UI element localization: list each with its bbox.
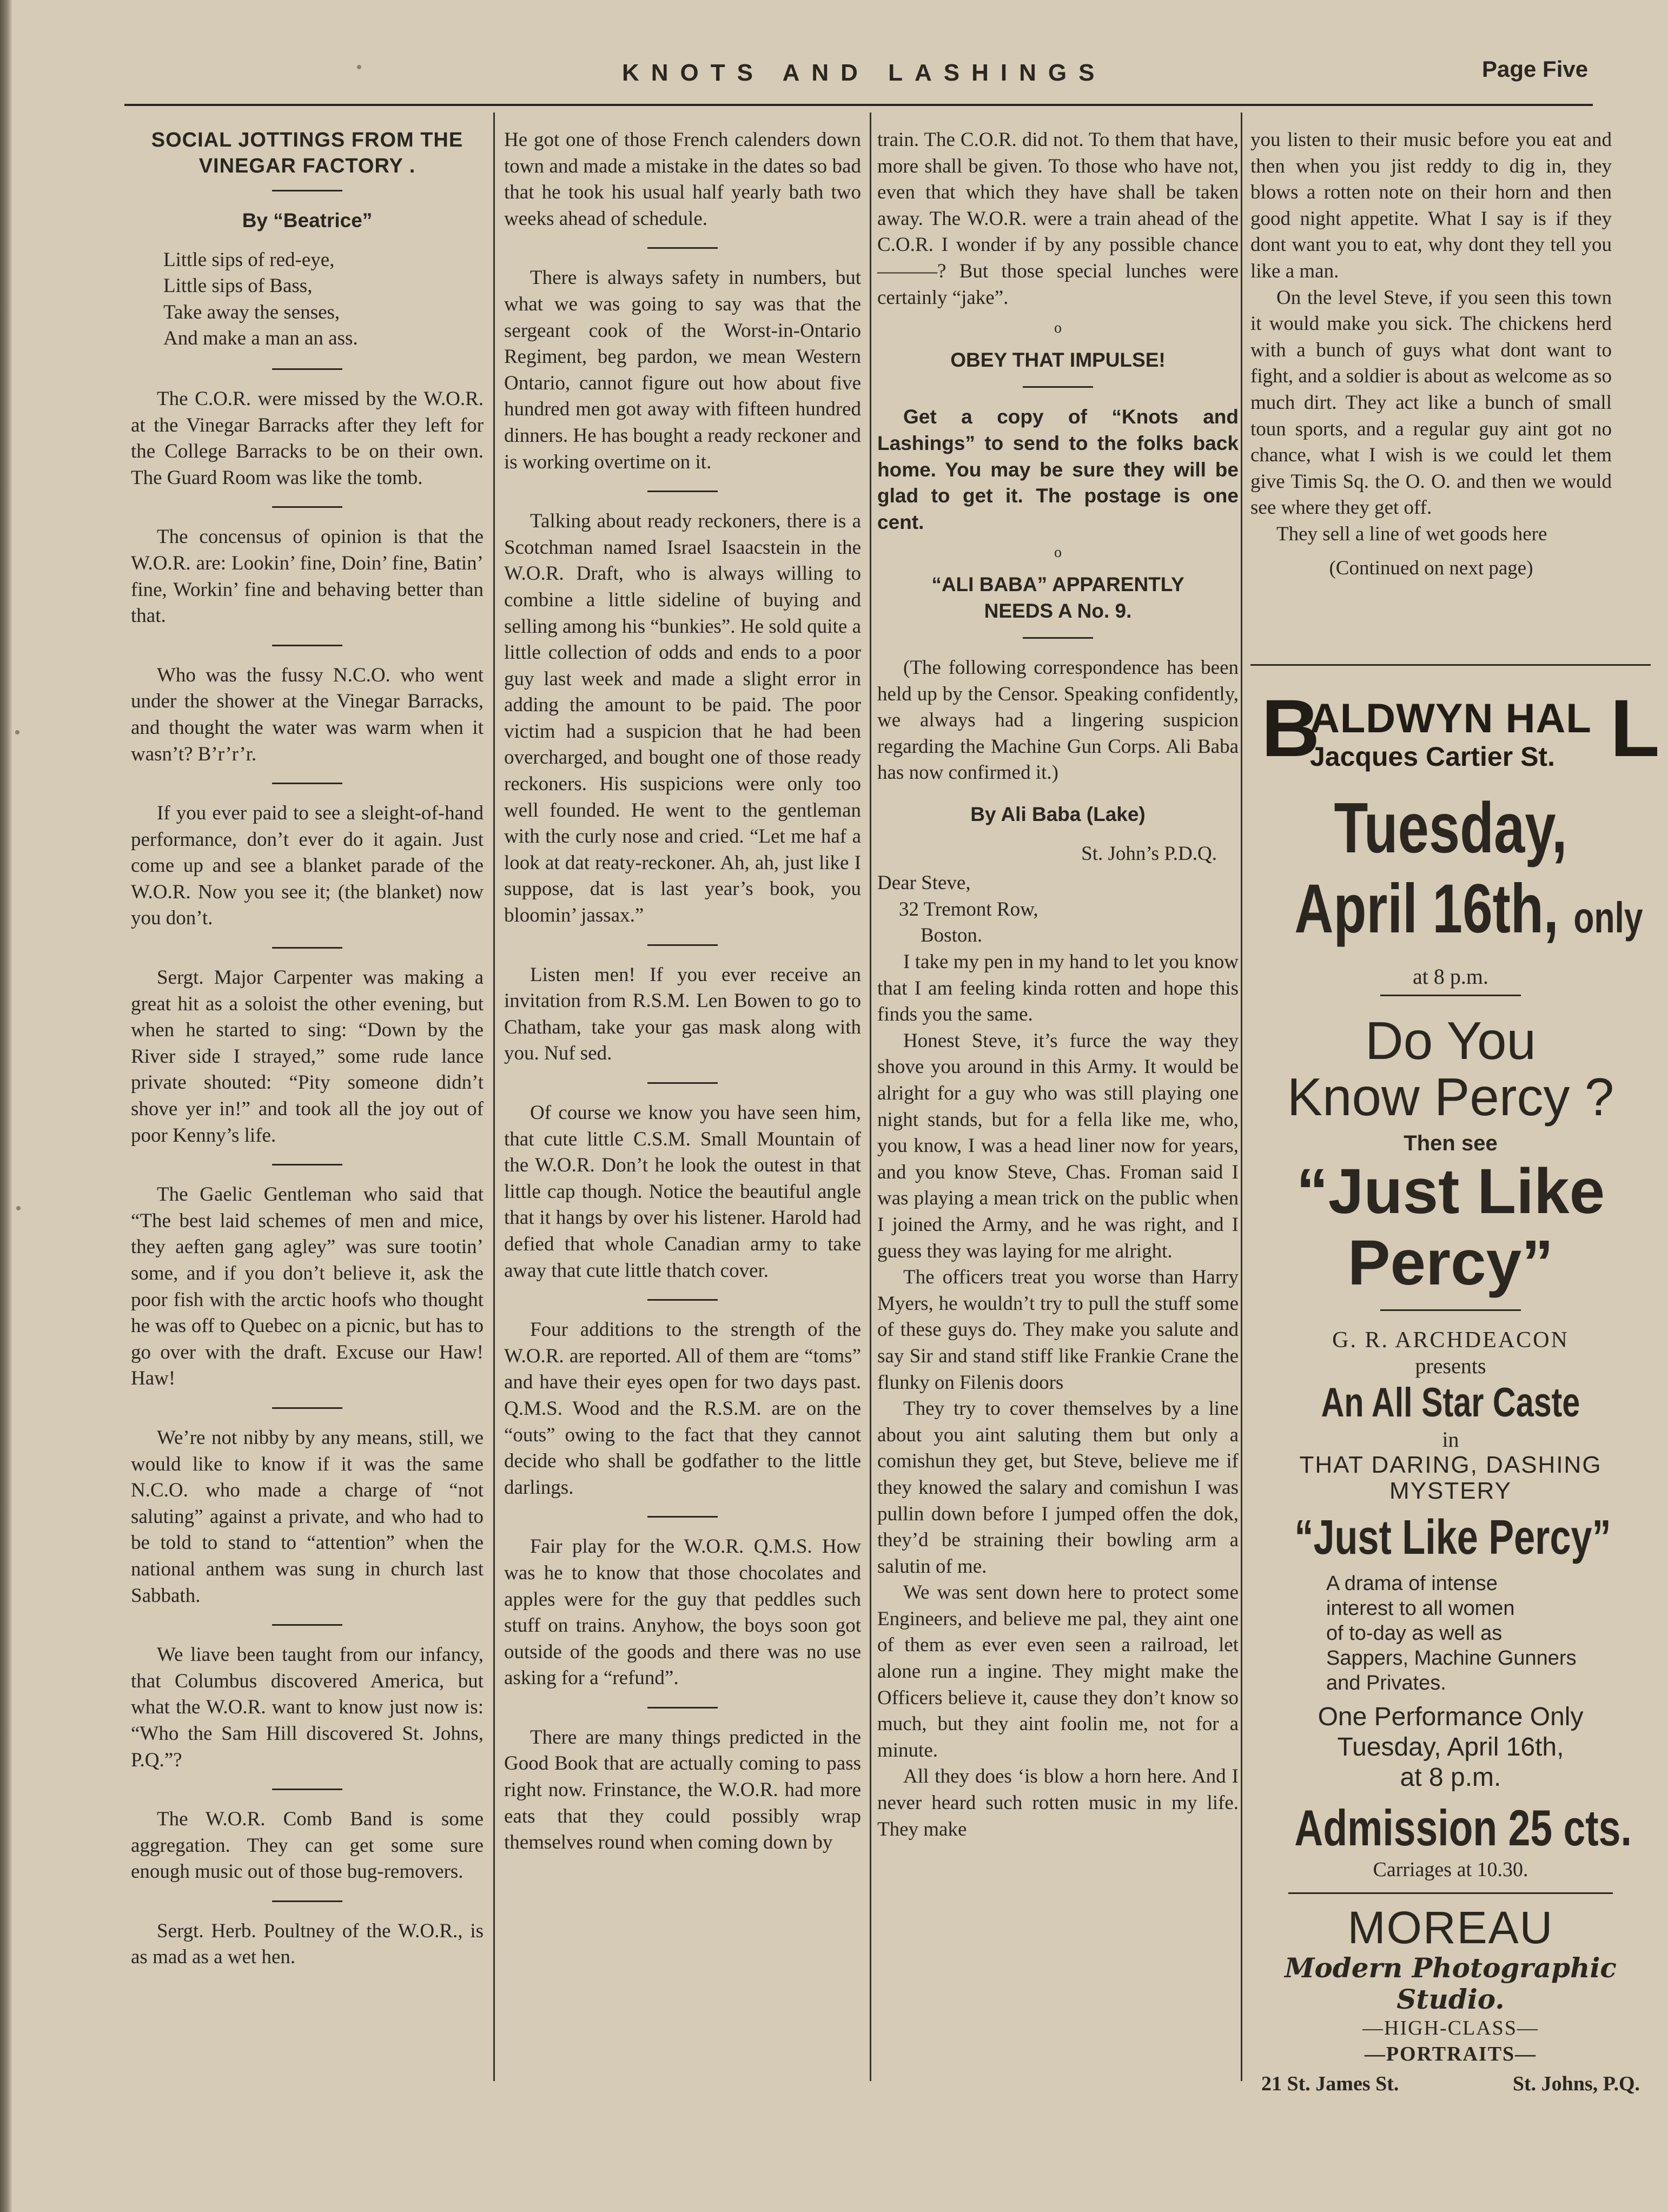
separator — [1380, 995, 1521, 996]
then-see: Then see — [1404, 1131, 1498, 1155]
masthead-title: KNOTS AND LASHINGS — [622, 59, 1107, 86]
letter-salutation: Dear Steve, — [877, 872, 971, 895]
presenter: G. R. ARCHDEACON — [1332, 1328, 1569, 1353]
separator — [272, 190, 342, 191]
paragraph: The W.O.R. Comb Band is some aggregation. They can get some sure enough music out of those bug-removers. — [131, 1808, 484, 1883]
paragraph: They try to cover themselves by a line about you aint saluting them but only a comishun they get, but Steve, believe me if they knowed the salary and comishun I was pullin down before I jumped offen the dok, they’d be straining their bowling arm a salutin of me. — [877, 1398, 1239, 1578]
in-label: in — [1442, 1427, 1459, 1452]
column-two — [504, 127, 861, 2101]
paragraph: Sergt. Major Carpenter was making a great hit as a soloist the other evening, but when he started to sing: “Down by the River side I strayed,” some rude lance private shouted: “Pity someone didn’t shove yer in!” and took all the joy out of poor Kenny’s life. — [131, 966, 484, 1147]
separator — [272, 947, 342, 949]
show-date: April 16th, only — [1294, 870, 1643, 948]
paragraph: The C.O.R. were missed by the W.O.R. at the Vinegar Barracks after they left for the College Barracks to be on their own. The Guard Room was like the tomb. — [131, 387, 484, 489]
separator — [1023, 386, 1093, 388]
separator — [647, 1299, 718, 1301]
letter-address: 32 Tremont Row, — [899, 898, 1038, 920]
editor-note: (The following correspondence has been held up by the Censor. Speaking confidently, we always had a lingering suspicion regarding the Machine Gun Corps. Ali Baba has now confirmed it.) — [877, 657, 1239, 784]
column-divider — [1241, 112, 1242, 2081]
paragraph: train. The C.O.R. did not. To them that have, more shall be given. To those who have not, even that which they have shall be taken away. The W.O.R. were a train ahead of the C.O.R. I wonder if by any possible chance ———? But those special lunches were certainly “jake”. — [877, 129, 1239, 309]
column-four-text — [1250, 127, 1612, 663]
paragraph: They sell a line of wet goods here — [1276, 522, 1547, 545]
continued-note: (Continued on next page) — [1329, 557, 1533, 579]
separator — [647, 1082, 718, 1084]
separator — [647, 1707, 718, 1708]
drama-description: A drama of intense interest to all women of to-day as well as Sappers, Machine Gunners and Privates. — [1326, 1572, 1577, 1694]
paragraph: We was sent down here to protect some Engineers, and believe me pal, they aint one of them as ever even seen a railroad, let alone run a ingine. They might make the Officers believe it, cause they don’t know so much, but they aint foolin me, not for a minute. — [877, 1581, 1239, 1761]
separator — [272, 368, 342, 370]
page-binding-edge — [0, 0, 12, 2212]
paragraph: Four additions to the strength of the W.O.R. are reported. All of them are “toms” and have their eyes open for two days past. Q.M.S. Wood and the R.S.M. are on the “outs” owing to the fact that they cannot decide who shall be godfather to the little darlings. — [504, 1319, 861, 1499]
cast-line: An All Star Caste — [1321, 1380, 1580, 1426]
studio-class: —HIGH-CLASS— — [1362, 2017, 1539, 2039]
separator — [272, 645, 342, 646]
paper-speck — [16, 1206, 21, 1210]
advertisement-baldwyn-hall — [1250, 664, 1660, 2095]
studio-description: Modern Photographic Studio. — [1285, 1952, 1617, 2015]
paragraph: Talking about ready reckoners, there is a Scotchman named Israel Isaacstein in the W.O.R. Draft, who is always willing to combine a little sideline of buying and selling among his “bunkies”. He sold quite a little collection of odds and ends to a poor guy last week and made a slight error in adding the amount to be paid. The poor victim had a suspicion that he had been overcharged, and bought one of those ready reckoners. His suspicions were only too well founded. He went to the gentleman with the curly nose and cried. “Let me haf a look at dat reaty-reckoner. Ah, ah, just like I suppose, dat is last year’s book, you bloomin’ jassax.” — [504, 510, 861, 927]
paragraph: All they does ‘is blow a horn here. And I never heard such rotten music in my life. They make — [877, 1765, 1239, 1840]
separator — [647, 247, 718, 249]
studio-name: MOREAU — [1347, 1902, 1554, 1953]
paper-speck — [357, 65, 361, 69]
hall-street: Jacques Cartier St. — [1310, 741, 1555, 772]
performance-info: One Performance Only Tuesday, April 16th, at 8 p.m. — [1318, 1703, 1584, 1792]
column-social-jottings — [131, 127, 484, 2101]
paragraph: We liave been taught from our infancy, that Columbus discovered America, but what the W.O.R. want to know just now is: “Who the Sam Hill discovered St. Johns, P.Q.”? — [131, 1644, 484, 1771]
paragraph: If you ever paid to see a sleight-of-hand performance, don’t ever do it again. Just come up and see a blanket parade of the W.O.R. Now you see it; (the blanket) now you don’t. — [131, 802, 484, 930]
presents-label: presents — [1415, 1354, 1486, 1378]
separator — [272, 1789, 342, 1790]
play-title-large: “Just Like Percy” — [1296, 1156, 1605, 1299]
hall-logo: B ALDWYN HAL L Jacques Cartier St. — [1261, 683, 1660, 773]
paragraph: On the level Steve, if you seen this town it would make you sick. The chickens herd with a bunch of guys what dont want to fight, and a soldier is about as welcome as so much dirt. They act like a bunch of small toun sports, and a regular guy aint got no chance, what I wish is we could let them give Timis Sq. the O. O. and then we would see where they get off. — [1250, 286, 1612, 519]
letter-place: St. John’s P.D.Q. — [1081, 842, 1217, 865]
separator — [272, 783, 342, 784]
byline: By “Beatrice” — [242, 209, 373, 231]
studio-address: 21 St. James St. St. Johns, P.Q. — [1261, 2072, 1640, 2095]
section-heading: “ALI BABA” APPARENTLY NEEDS A No. 9. — [931, 573, 1184, 622]
article-title: SOCIAL JOTTINGS FROM THE VINEGAR FACTORY . — [151, 129, 464, 177]
section-marker: o — [1054, 544, 1062, 561]
header-rule — [124, 104, 1593, 106]
mystery-line: THAT DARING, DASHING MYSTERY — [1299, 1452, 1602, 1504]
column-divider — [493, 112, 495, 2081]
carriages-time: Carriages at 10.30. — [1373, 1858, 1528, 1881]
section-marker: o — [1054, 320, 1062, 337]
paragraph: There is always safety in numbers, but what we was going to say was that the sergeant cook of the Worst-in-Ontario Regiment, beg pardon, we mean Western Ontario, cannot figure out how about five hundred men got away with fifteen hundred dinners. He has bought a ready reckoner and is working overtime on it. — [504, 267, 861, 473]
paragraph: Who was the fussy N.C.O. who went under the shower at the Vinegar Barracks, and thought the water was warm when it wasn’t? B’r’r’r. — [131, 664, 484, 765]
separator — [272, 506, 342, 508]
paragraph: Sergt. Herb. Poultney of the W.O.R., is as mad as a wet hen. — [131, 1919, 484, 1969]
paragraph: Fair play for the W.O.R. Q.M.S. How was he to know that those chocolates and apples were for the guy that peddles such stuff on trains. Anyhow, the boys soon got outside of the goods and there was no use asking for a “refund”. — [504, 1535, 861, 1690]
separator — [272, 1164, 342, 1165]
paragraph: I take my pen in my hand to let you know that I am feeling kinda rotten and hope this finds you the same. — [877, 951, 1239, 1026]
letter-address: Boston. — [921, 924, 983, 947]
paragraph: The Gaelic Gentleman who said that “The best laid schemes of men and mice, they aeften gang agley” was sure tootin’ some, and if you don’t believe it, ask the poor fish with the arctic hoofs who thought he was off to Quebec on a picnic, but has to go over with the draft. Excuse our Haw! Haw! — [131, 1183, 484, 1390]
paragraph: The officers treat you worse than Harry Myers, he wouldn’t try to pull the stuff some of these guys do. They make you salute and say Sir and stand stiff like Frankie Crane the flunky on Filenis doors — [877, 1266, 1239, 1394]
separator — [1023, 637, 1093, 639]
paragraph: you listen to their music before you eat and then when you jist reddy to dig in, they blows a rotten note on their horn and then good night appetite. What I say is if they dont want you to eat, why dont they tell you like a man. — [1250, 129, 1612, 282]
ad-question: Do You Know Percy ? — [1287, 1011, 1614, 1127]
separator — [272, 1900, 342, 1902]
separator — [647, 1516, 718, 1518]
paragraph: The concensus of opinion is that the W.O.R. are: Lookin’ fine, Doin’ fine, Batin’ fine, Workin’ fine and behaving better than that. — [131, 526, 484, 627]
section-heading: OBEY THAT IMPULSE! — [950, 348, 1166, 371]
poem: Little sips of red-eye, Little sips of Bass, Take away the senses, And make a man an ass. — [163, 248, 358, 350]
byline: By Ali Baba (Lake) — [970, 803, 1146, 826]
separator — [647, 491, 718, 492]
column-divider — [870, 112, 871, 2081]
separator — [1288, 1892, 1613, 1894]
admission-price: Admission 25 cts. — [1294, 1799, 1632, 1856]
paragraph: Of course we know you have seen him, that cute little C.S.M. Small Mountain of the W.O.R. Don’t he look the outest in that little cap though. Notice the beautiful angle that it hangs by over his listener. Harold had defied that whole Canadian army to take away that cute little thatch cover. — [504, 1102, 861, 1282]
play-title: “Just Like Percy” — [1294, 1511, 1611, 1565]
promo-paragraph: Get a copy of “Knots and Lashings” to send to the folks back home. You may be sure they will be glad to get it. The postage is one cent. — [877, 406, 1239, 533]
paragraph: Honest Steve, it’s furce the way they shove you around in this Army. It would be alright for a guy who was still playing one night stands, but for a fella like me, who, you know, I was a head liner now for years, and you know Steve, Chas. Froman said I was playing a mean trick on the public when I joined the Army, and he was right, and I guess they was laying for me alright. — [877, 1029, 1239, 1262]
paragraph: He got one of those French calenders down town and made a mistake in the dates so bad that he took his usual half yearly bath two weeks ahead of schedule. — [504, 129, 861, 230]
hall-name: ALDWYN HAL — [1310, 696, 1592, 741]
separator — [272, 1407, 342, 1409]
studio-portraits: —PORTRAITS— — [1364, 2043, 1537, 2065]
show-day: Tuesday, — [1334, 788, 1567, 867]
show-time: at 8 p.m. — [1413, 964, 1488, 989]
separator — [272, 1624, 342, 1626]
paragraph: We’re not nibby by any means, still, we would like to know if it was the same N.C.O. who made a charge of “not saluting” against a private, and who had to be told to stand to “attention” when the national anthem was sung in church last Sabbath. — [131, 1426, 484, 1607]
paragraph: There are many things predicted in the Good Book that are actually coming to pass right now. Frinstance, the W.O.R. had more eats that they could possibly wrap themselves round when coming down by — [504, 1726, 861, 1854]
column-three — [877, 127, 1239, 2101]
paragraph: Listen men! If you ever receive an invitation from R.S.M. Len Bowen to go to Chatham, take your gas mask along with you. Nuf sed. — [504, 963, 861, 1065]
separator — [647, 944, 718, 946]
paper-speck — [15, 730, 19, 734]
page-number: Page Five — [1482, 56, 1588, 82]
separator — [1380, 1309, 1521, 1311]
